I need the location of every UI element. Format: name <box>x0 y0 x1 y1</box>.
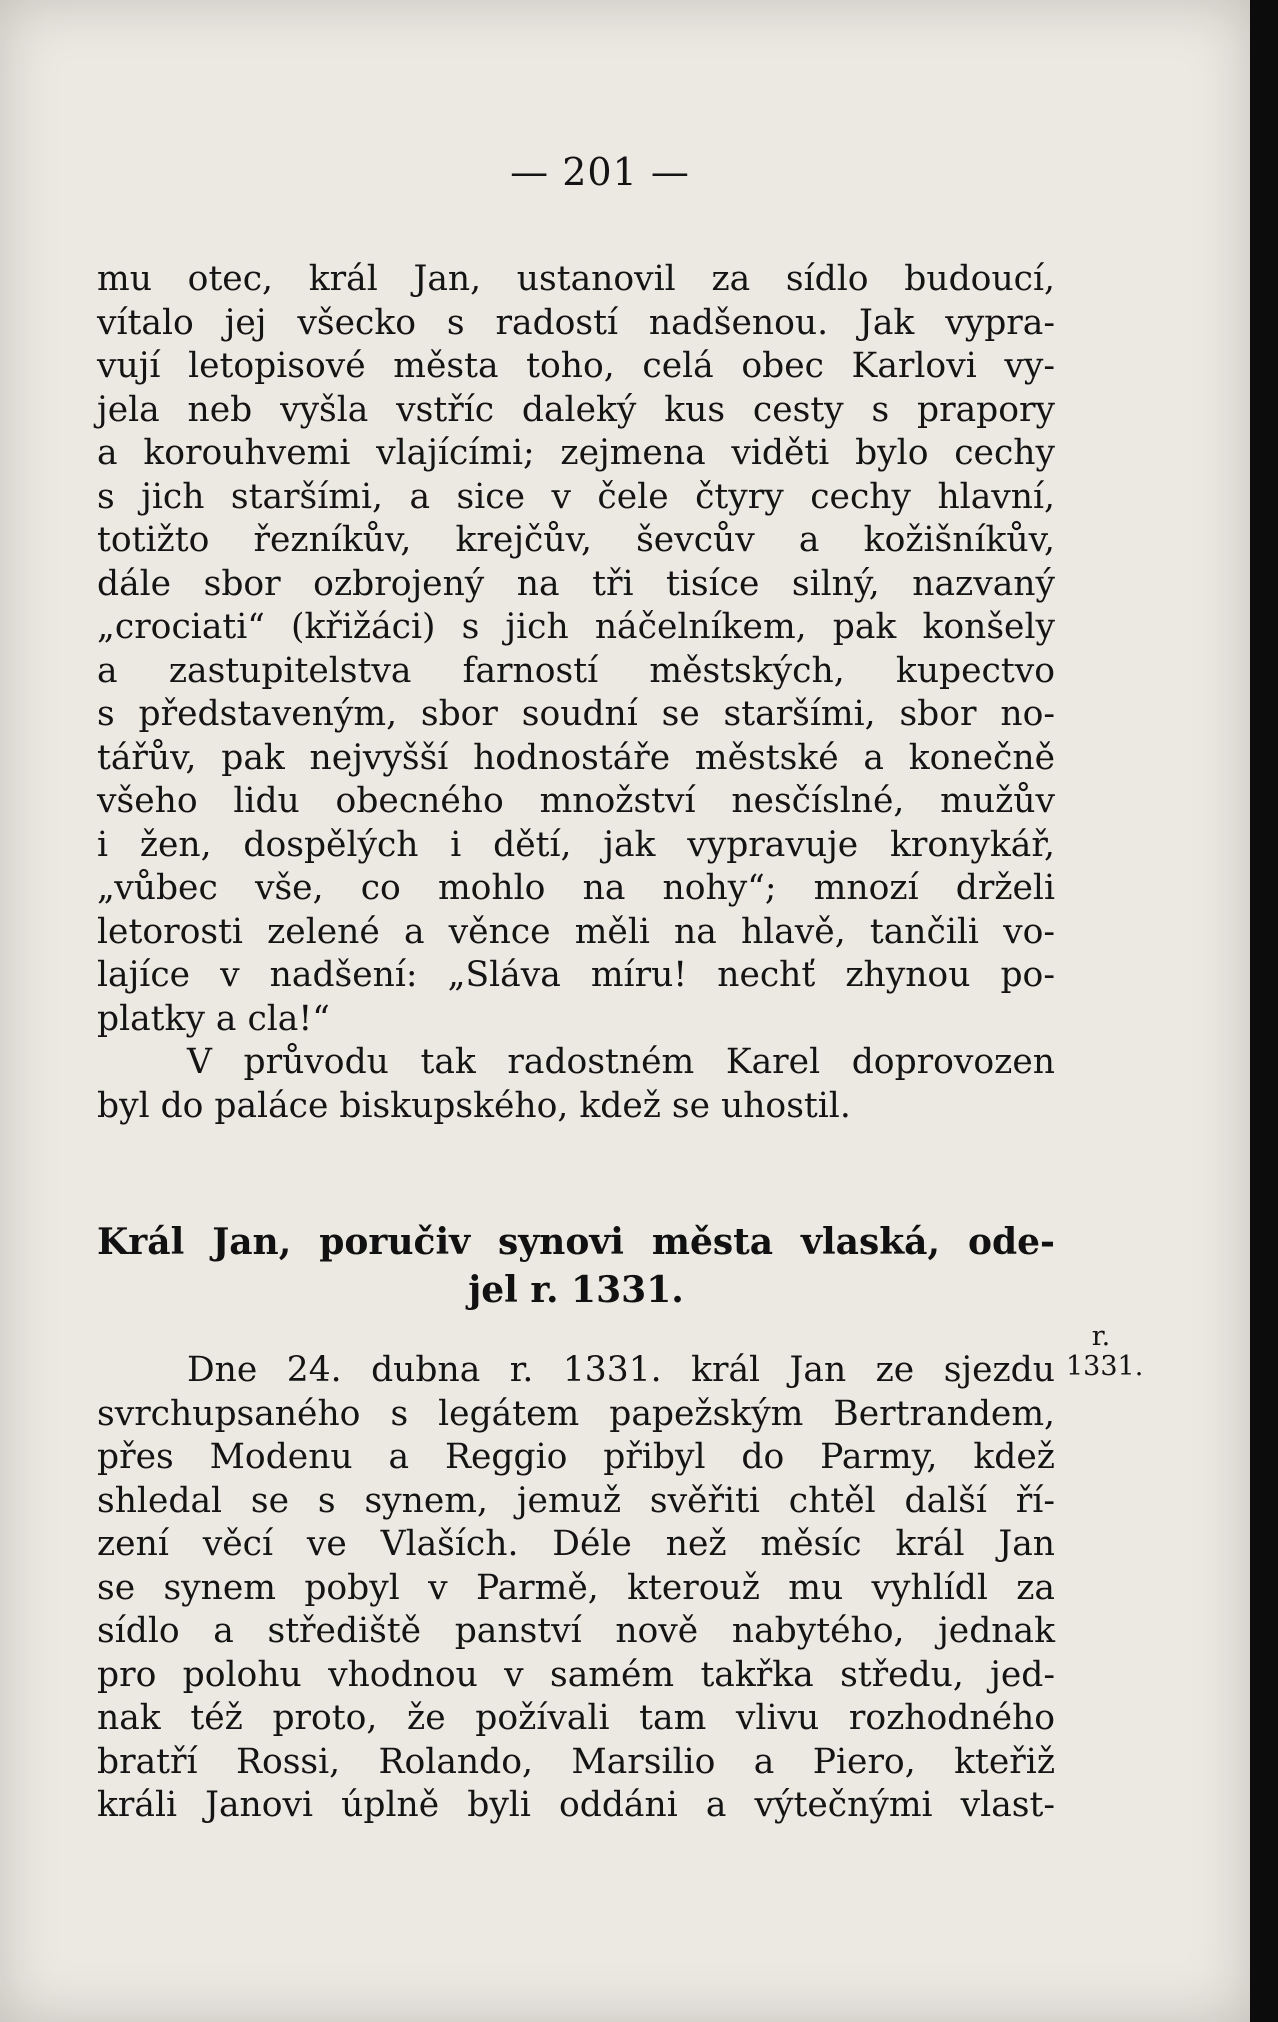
margin-note-line: 1331. <box>1066 1351 1144 1382</box>
text-line: Dne 24. dubna r. 1331. král Jan ze sjezdu <box>187 1350 1055 1390</box>
text-line: V průvodu tak radostném Karel doprovozen <box>187 1042 1055 1082</box>
text-line: totižto řezníkův, krejčův, ševcův a kožišníkův, <box>97 520 1055 560</box>
text-line: se synem pobyl v Parmě, kterouž mu vyhlídl za <box>97 1567 1055 1608</box>
text-line: „vůbec vše, co mohlo na nohy“; mnozí drželi <box>97 868 1055 908</box>
text-line: dále sbor ozbrojený na tři tisíce silný, nazvaný <box>97 563 1055 604</box>
text-line: „crociati“ (křižáci) s jich náčelníkem, pak konšely <box>97 607 1055 647</box>
body-text-bottom <box>97 1349 1055 1828</box>
text-line: vítalo jej všecko s radostí nadšenou. Jak vypra- <box>97 302 1055 343</box>
text-line: pro polohu vhodnou v samém takřka středu, jed- <box>97 1654 1055 1695</box>
text-line: sídlo a střediště panství nově nabytého, jednak <box>97 1611 1055 1651</box>
heading-line: jel r. 1331. <box>468 1269 684 1311</box>
page-number: — 201 — <box>510 150 690 194</box>
margin-note-line: r. <box>1091 1321 1111 1352</box>
text-line: všeho lidu obecného množství nesčíslné, mužův <box>97 781 1055 821</box>
text-line: tářův, pak nejvyšší hodnostáře městské a konečně <box>97 737 1055 778</box>
text-line: přes Modenu a Reggio přibyl do Parmy, kdež <box>97 1437 1055 1477</box>
text-line: letorosti zelené a věnce měli na hlavě, tančili vo- <box>97 911 1055 952</box>
text-line: a zastupitelstva farností městských, kupectvo <box>97 650 1055 691</box>
text-line: shledal se s synem, jemuž svěřiti chtěl další ří- <box>97 1480 1055 1521</box>
text-line: i žen, dospělých i dětí, jak vypravuje kronykář, <box>97 824 1055 865</box>
text-line: králi Janovi úplně byli oddáni a výtečnými vlast- <box>97 1785 1055 1825</box>
text-line: a korouhvemi vlajícími; zejmena viděti bylo cechy <box>97 433 1055 473</box>
text-line: bratří Rossi, Rolando, Marsilio a Piero, kteřiž <box>97 1741 1055 1782</box>
section-heading <box>97 1218 1055 1314</box>
body-text-top <box>97 258 1055 1128</box>
text-line: vují letopisové města toho, celá obec Karlovi vy- <box>97 346 1055 386</box>
text-line: nak též proto, že požívali tam vlivu rozhodného <box>97 1698 1055 1738</box>
text-line: s představeným, sbor soudní se staršími, sbor no- <box>97 694 1055 734</box>
text-line: platky a cla!“ <box>97 998 330 1039</box>
text-line: lajíce v nadšení: „Sláva míru! nechť zhynou po- <box>97 955 1055 995</box>
text-line: zení věcí ve Vlaších. Déle než měsíc král Jan <box>97 1524 1055 1564</box>
heading-line: Král Jan, poručiv synovi města vlaská, ode- <box>97 1221 1055 1263</box>
text-line: mu otec, král Jan, ustanovil za sídlo budoucí, <box>97 259 1055 299</box>
text-line: s jich staršími, a sice v čele čtyry cechy hlavní, <box>97 476 1055 517</box>
text-line: byl do paláce biskupského, kdež se uhostil. <box>97 1085 851 1126</box>
text-line: svrchupsaného s legátem papežským Bertrandem, <box>97 1393 1055 1434</box>
text-line: jela neb vyšla vstříc daleký kus cesty s prapory <box>97 389 1055 430</box>
margin-note-year <box>1066 1321 1144 1382</box>
